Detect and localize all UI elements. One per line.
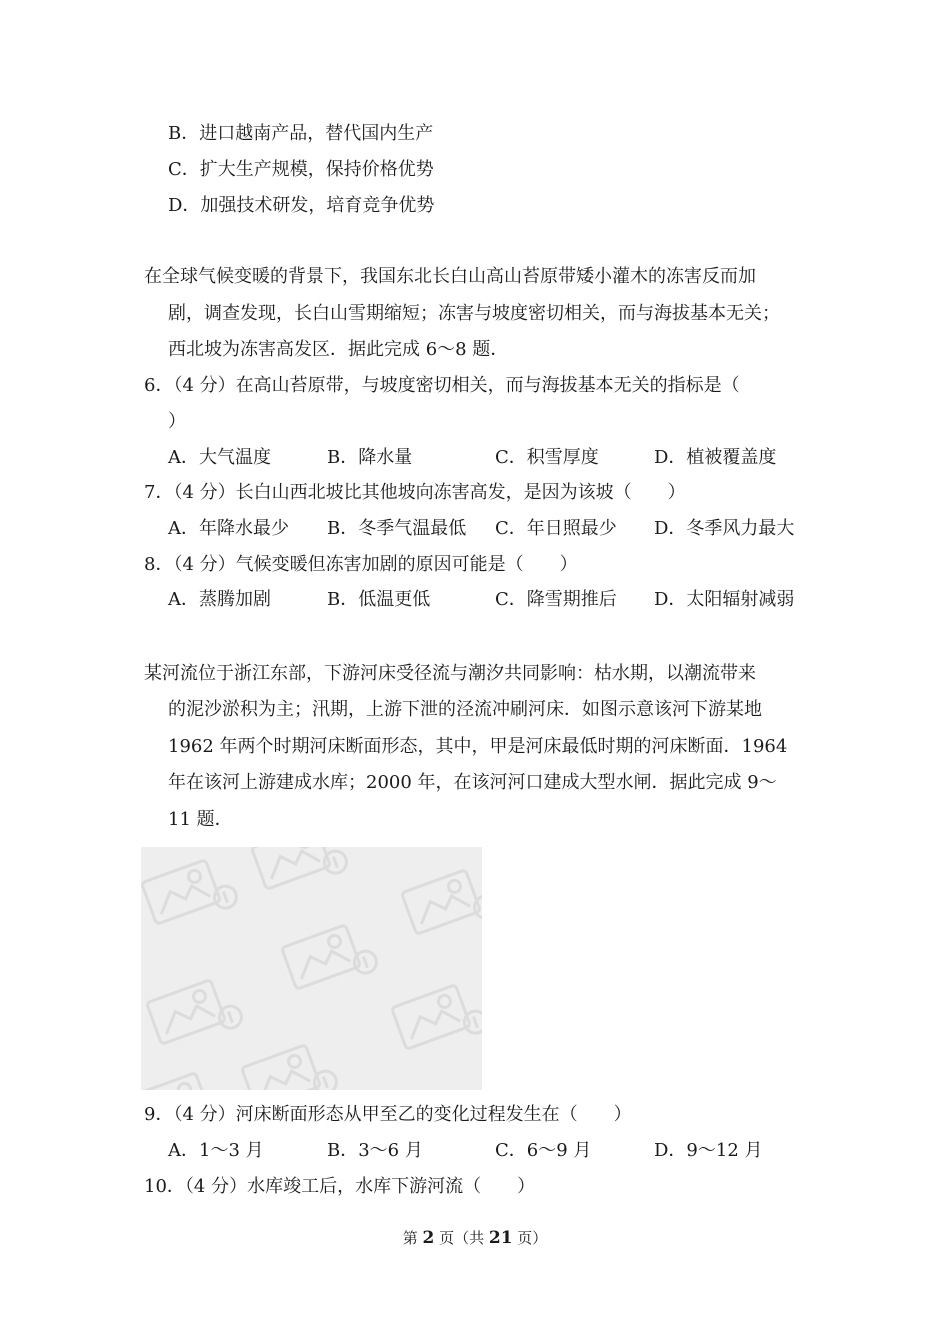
q6-stem-cont: ） (168, 411, 186, 432)
q7-option-b: B．冬季气温最低 (327, 518, 467, 539)
passage2-line-3: 1962 年两个时期河床断面形态，其中，甲是河床最低时期的河床断面．1964 (168, 736, 788, 757)
q9-stem: 9．（4 分）河床断面形态从甲至乙的变化过程发生在（ ） (144, 1104, 632, 1125)
q5-option-d: D．加强技术研发，培育竞争优势 (168, 195, 435, 216)
q7-option-c: C．年日照最少 (495, 518, 617, 539)
q5-option-c: C．扩大生产规模，保持价格优势 (168, 159, 434, 180)
page-footer (0, 1228, 950, 1248)
footer-mid: 页（共 (434, 1229, 489, 1247)
q8-option-a: A．蒸腾加剧 (168, 589, 271, 610)
q9-option-c: C．6～9 月 (495, 1140, 592, 1161)
figure-placeholder (141, 847, 482, 1090)
passage1-line-2: 剧，调查发现，长白山雪期缩短；冻害与坡度密切相关，而与海拔基本无关； (168, 303, 780, 324)
image-placeholder-icon (141, 847, 482, 1090)
q10-stem: 10．（4 分）水库竣工后，水库下游河流（ ） (144, 1176, 536, 1197)
footer-post: 页） (512, 1229, 548, 1247)
q9-option-d: D．9～12 月 (654, 1140, 763, 1161)
footer-page-number: 2 (422, 1228, 435, 1248)
footer-pre: 第 (402, 1229, 423, 1247)
q8-option-d: D．太阳辐射减弱 (654, 589, 795, 610)
footer-total-pages: 21 (488, 1228, 513, 1248)
passage1-line-3: 西北坡为冻害高发区．据此完成 6～8 题． (168, 339, 509, 360)
passage1-line-1: 在全球气候变暖的背景下，我国东北长白山高山苔原带矮小灌木的冻害反而加 (144, 266, 756, 287)
q9-option-b: B．3～6 月 (327, 1140, 423, 1161)
q7-option-d: D．冬季风力最大 (654, 518, 795, 539)
passage2-line-5: 11 题． (168, 809, 233, 830)
passage2-line-4: 年在该河上游建成水库；2000 年，在该河河口建成大型水闸．据此完成 9～ (168, 772, 777, 793)
q7-stem: 7．（4 分）长白山西北坡比其他坡向冻害高发，是因为该坡（ ） (144, 482, 686, 503)
q5-option-b: B．进口越南产品，替代国内生产 (168, 123, 434, 144)
passage2-line-1: 某河流位于浙江东部，下游河床受径流与潮汐共同影响：枯水期，以潮流带来 (144, 663, 756, 684)
q6-stem: 6．（4 分）在高山苔原带，与坡度密切相关，而与海拔基本无关的指标是（ (144, 375, 740, 396)
q8-option-c: C．降雪期推后 (495, 589, 617, 610)
q8-stem: 8．（4 分）气候变暖但冻害加剧的原因可能是（ ） (144, 554, 578, 575)
q6-option-a: A．大气温度 (168, 447, 271, 468)
q7-option-a: A．年降水最少 (168, 518, 289, 539)
passage2-line-2: 的泥沙淤积为主；汛期，上游下泄的泾流冲刷河床．如图示意该河下游某地 (168, 699, 762, 720)
q6-option-c: C．积雪厚度 (495, 447, 599, 468)
q8-option-b: B．低温更低 (327, 589, 431, 610)
q9-option-a: A．1～3 月 (168, 1140, 264, 1161)
q6-option-d: D．植被覆盖度 (654, 447, 777, 468)
q6-option-b: B．降水量 (327, 447, 413, 468)
